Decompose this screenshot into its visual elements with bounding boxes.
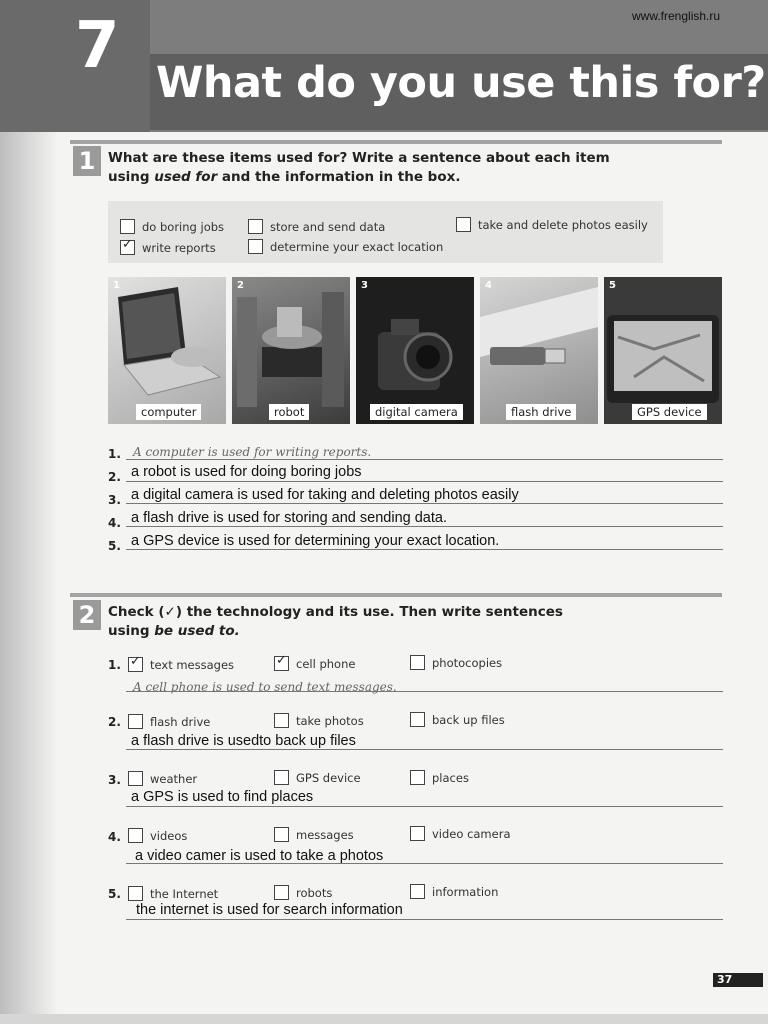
checkbox[interactable] (128, 771, 143, 786)
instr-line-1: What are these items used for? Write a sentence about each item (108, 150, 610, 166)
robot-image (232, 277, 350, 424)
photo-flash-drive: 4 flash drive (480, 277, 598, 424)
answer-line (126, 919, 723, 920)
checkbox[interactable] (274, 713, 289, 728)
answer-line (126, 749, 723, 750)
option-back-up-files[interactable]: back up files (410, 712, 505, 727)
checkbox[interactable] (456, 217, 471, 232)
answer-3-text[interactable]: a digital camera is used for taking and deleting photos easily (131, 487, 519, 503)
checkbox-checked[interactable] (120, 240, 135, 255)
box-item-determine-location[interactable]: determine your exact location (248, 239, 443, 254)
checkbox[interactable] (274, 770, 289, 785)
exercise-2-badge: 2 (73, 600, 101, 630)
unit-number: 7 (75, 9, 120, 83)
answer-number: 5. (108, 539, 121, 553)
checkbox-checked[interactable] (274, 656, 289, 671)
checkbox[interactable] (128, 886, 143, 901)
photo-caption: flash drive (506, 404, 576, 420)
option-messages[interactable]: messages (274, 827, 354, 842)
photo-robot: 2 robot (232, 277, 350, 424)
answer-number: 4. (108, 516, 121, 530)
page-number: 37 (713, 973, 763, 987)
answer-2-text[interactable]: a robot is used for doing boring jobs (131, 464, 362, 480)
flash-drive-image (480, 277, 598, 424)
checkbox[interactable] (274, 827, 289, 842)
page-bottom-shadow (0, 1014, 768, 1024)
answer-line (126, 691, 723, 692)
row-5-answer[interactable]: the internet is used for search information (136, 902, 403, 918)
exercise-1-badge: 1 (73, 146, 101, 176)
checkbox-checked[interactable] (128, 657, 143, 672)
box-item-write-reports[interactable]: ✓ write reports (120, 240, 216, 255)
answer-line (126, 549, 723, 550)
checkbox[interactable] (410, 655, 425, 670)
laptop-image (108, 277, 226, 424)
checkbox[interactable] (248, 239, 263, 254)
instr-line-2: using be used to. (108, 623, 240, 639)
gps-image (604, 277, 722, 424)
box-item-store-and-send-data[interactable]: store and send data (248, 219, 385, 234)
exercise-1-instructions (108, 149, 610, 187)
exercise-1-rule (70, 140, 722, 144)
checkbox[interactable] (410, 826, 425, 841)
option-text-messages[interactable]: ✓ text messages (128, 657, 234, 672)
answer-line (126, 863, 723, 864)
checkbox[interactable] (410, 770, 425, 785)
answer-line (126, 503, 723, 504)
box-item-take-delete-photos[interactable]: take and delete photos easily (456, 217, 648, 232)
photo-gps-device: 5 GPS device (604, 277, 722, 424)
option-information[interactable]: information (410, 884, 498, 899)
exercise-2-instructions (108, 603, 563, 641)
answer-line (126, 459, 723, 460)
row-1-answer[interactable]: A cell phone is used to send text messages. (133, 680, 397, 694)
photo-digital-camera: 3 digital camera (356, 277, 474, 424)
exercise-2-rule (70, 593, 722, 597)
row-number: 5. (108, 887, 121, 901)
row-number: 4. (108, 830, 121, 844)
page-gutter-shadow (0, 0, 58, 1024)
option-take-photos[interactable]: take photos (274, 713, 364, 728)
option-flash-drive[interactable]: flash drive (128, 714, 210, 729)
option-places[interactable]: places (410, 770, 469, 785)
checkbox[interactable] (274, 885, 289, 900)
answer-number: 1. (108, 447, 121, 461)
option-video-camera[interactable]: video camera (410, 826, 511, 841)
option-photocopies[interactable]: photocopies (410, 655, 502, 670)
photo-caption: digital camera (370, 404, 463, 420)
camera-image (356, 277, 474, 424)
option-the-internet[interactable]: the Internet (128, 886, 218, 901)
checkbox[interactable] (248, 219, 263, 234)
checkbox[interactable] (410, 712, 425, 727)
row-3-answer[interactable]: a GPS is used to find places (131, 789, 314, 805)
answer-number: 3. (108, 493, 121, 507)
answer-4-text[interactable]: a flash drive is used for storing and sending data. (131, 510, 447, 526)
option-cell-phone[interactable]: ✓ cell phone (274, 656, 355, 671)
photo-computer: 1 computer (108, 277, 226, 424)
checkbox[interactable] (128, 828, 143, 843)
photo-caption: GPS device (632, 404, 707, 420)
option-robots[interactable]: robots (274, 885, 332, 900)
row-4-answer[interactable]: a video camer is used to take a photos (135, 848, 384, 864)
site-url: www.frenglish.ru (632, 9, 721, 23)
row-2-answer[interactable]: a flash drive is usedto back up files (131, 733, 356, 749)
answer-1-text[interactable]: A computer is used for writing reports. (133, 445, 372, 459)
checkbox[interactable] (128, 714, 143, 729)
instr-line-1: Check (✓) the technology and its use. Then write sentences (108, 604, 563, 620)
option-videos[interactable]: videos (128, 828, 187, 843)
row-number: 2. (108, 715, 121, 729)
answer-line (126, 481, 723, 482)
answer-line (126, 526, 723, 527)
photo-caption: robot (269, 404, 309, 420)
answer-number: 2. (108, 470, 121, 484)
row-number: 1. (108, 658, 121, 672)
photo-caption: computer (136, 404, 201, 420)
instr-line-2: using used for and the information in the box. (108, 169, 461, 185)
answer-5-text[interactable]: a GPS device is used for determining your exact location. (131, 533, 500, 549)
box-item-do-boring-jobs[interactable]: do boring jobs (120, 219, 224, 234)
row-number: 3. (108, 773, 121, 787)
checkbox[interactable] (410, 884, 425, 899)
answer-line (126, 806, 723, 807)
unit-title: What do you use this for? (156, 58, 766, 108)
option-weather[interactable]: weather (128, 771, 197, 786)
option-gps-device[interactable]: GPS device (274, 770, 361, 785)
checkbox[interactable] (120, 219, 135, 234)
